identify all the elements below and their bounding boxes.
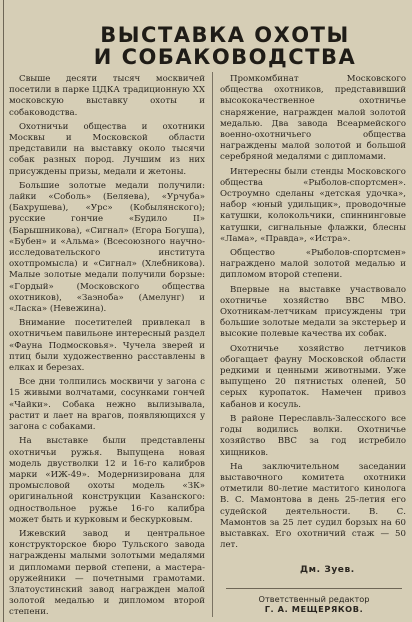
paragraph: Охотничьи общества и охотники Москвы и Московской области представили на выставку около тысячи собак разных пород. Лучшим из них присуждены призы, медали и жетоны. bbox=[9, 121, 205, 177]
paragraph: В районе Переславль-Залесского все годы водились волки. Охотничье хозяйство ВВС за год истребило хищников. bbox=[220, 413, 406, 458]
author-signature: Дм. Зуев. bbox=[300, 565, 355, 575]
paragraph: На выставке были представлены охотничьи ружья. Выпущена новая модель двустволки 12 и 16-го калибров марки «ИЖ-49». Модернизирована для промысловой охоты модель «ЗК» оригинальной конструкции Казанского: одноствольное ружье 16-го калибра может быть и курковым и бескурковым. bbox=[9, 436, 205, 525]
paragraph: Общество «Рыболов-спортсмен» награждено малой золотой медалью и дипломом второй степени. bbox=[220, 248, 406, 281]
paragraph: Внимание посетителей привлекал в охотничьем павильоне интересный раздел «Фауна Подмосковья». Чучела зверей и птиц были художественно расставлены в елках и березах. bbox=[9, 318, 205, 374]
paragraph: Охотничье хозяйство летчиков обогащает фауну Московской области редкими и ценными животными. Уже выпущено 20 пятнистых оленей, 50 серых куропаток. Намечен привоз кабанов и косуль. bbox=[220, 343, 406, 410]
headline-line-2: И СОБАКОВОДСТВА bbox=[93, 45, 357, 69]
editor-rule bbox=[226, 588, 402, 589]
paragraph: На заключительном заседании выставочного комитета охотники отметили 80-летие маститого кинолога В. С. Мамонтова в день 25-летия его судейской деятельности. В. С. Мамонтов за 25 лет судил борзых на 60 выставках. Его охотничий стаж — 50 лет. bbox=[220, 461, 406, 551]
editor-name: Г. А. МЕЩЕРЯКОВ. bbox=[264, 604, 364, 614]
paragraph: Ижевский завод и центральное конструкторское бюро Тульского завода награждены малыми золотыми медалями и дипломами первой степени, а мастера-оружейники — почетными грамотами. Златоустинский завод награжден малой золотой медалью и дипломом второй степени. bbox=[9, 528, 205, 618]
column-divider bbox=[212, 72, 213, 617]
paragraph: Интересны были стенды Московского общества «Рыболов-спортсмен». Остроумно сделаны «детская удочка», набор «юный удильщик», проводочные катушки, колокольчики, спиннинговые катушки, сигнальные флажки, блесны «Лама», «Правда», «Истра». bbox=[220, 166, 406, 244]
article-headline bbox=[60, 24, 390, 68]
headline-line-1: ВЫСТАВКА ОХОТЫ bbox=[100, 23, 350, 47]
editor-label: Ответственный редактор bbox=[258, 594, 370, 604]
paragraph: Большие золотые медали получили: лайки «Соболь» (Беляева), «Урчуба» (Бахрушева), «Урс» (Кобылянского); русские гончие «Будило II» (Барышникова), «Сигнал» (Егора Богуша), «Бубен» и «Альма» (Всесоюзного научно-исследовательского института охотпромысла) и «Сигнал» (Хлебникова). Малые золотые медали получили борзые: «Гордый» (Московского общества охотников), «Заэноба» (Амелунг) и «Ласка» (Невежина). bbox=[9, 180, 205, 315]
editor-credit bbox=[226, 594, 402, 614]
column-rule bbox=[3, 0, 4, 622]
article-column-left bbox=[9, 74, 205, 622]
paragraph: Свыше десяти тысяч москвичей посетили в парке ЦДКА традиционную XX московскую выставку охоты и собаководства. bbox=[9, 74, 205, 118]
article-column-right bbox=[220, 74, 406, 554]
paragraph: Впервые на выставке участвовало охотничье хозяйство ВВС МВО. Охотникам-летчикам присуждены три большие золотые медали за экстерьер и высокие полевые качества их собак. bbox=[220, 284, 406, 340]
paragraph: Все дни толпились москвичи у загона с 15 живыми волчатами, сосунками гончей «Чайки». Собака нежно вылизывала, растит и лает на врагов, появляющихся у загона с собаками. bbox=[9, 377, 205, 433]
paragraph: Промкомбинат Московского общества охотников, представивший высококачественное охотничье снаряжение, награжден малой золотой медалью. Два завода Всеармейского военно-охотничьего общества награждены малой золотой и большой серебряной медалями с дипломами. bbox=[220, 74, 406, 163]
